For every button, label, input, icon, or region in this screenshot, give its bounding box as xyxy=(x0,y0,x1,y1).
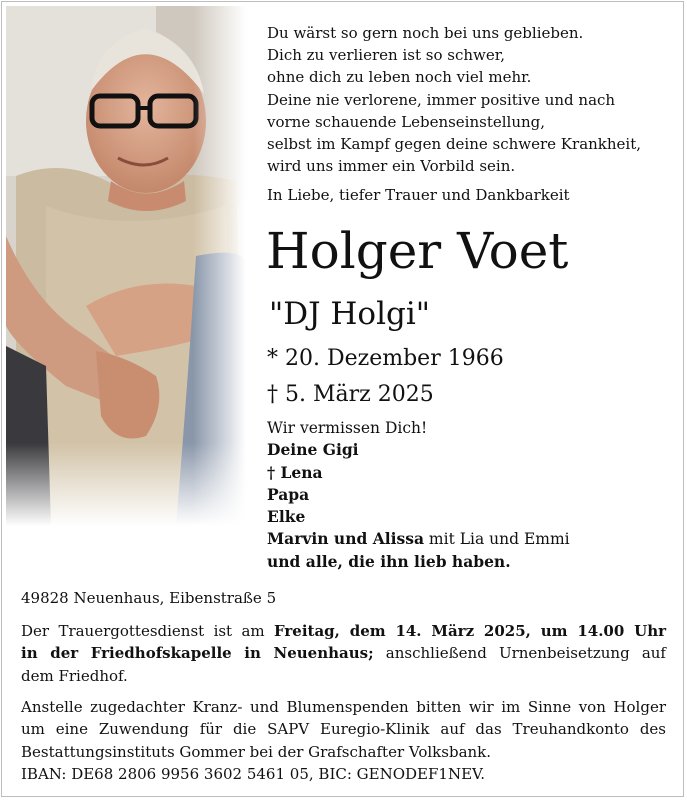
deceased-name: Holger Voet xyxy=(266,222,569,280)
death-date: † 5. März 2025 xyxy=(267,382,434,407)
dedication: In Liebe, tiefer Trauer und Dankbarkeit xyxy=(267,186,570,204)
donation-info xyxy=(21,696,666,786)
service-text: Der Trauergottesdienst ist am xyxy=(21,622,274,640)
donation-line: Anstelle zugedachter Kranz- und Blumenspenden bitten wir im Sinne von Holger xyxy=(21,698,666,716)
poem-line: selbst im Kampf gegen deine schwere Krankheit, xyxy=(267,135,642,154)
mourner-elke: Elke xyxy=(267,507,306,527)
mourners-all: und alle, die ihn lieb haben. xyxy=(267,551,511,571)
nickname: "DJ Holgi" xyxy=(269,296,431,332)
mourners-list xyxy=(267,417,677,573)
mourner-papa: Papa xyxy=(267,484,310,504)
mourner-lena: † Lena xyxy=(267,462,323,482)
service-date: Freitag, dem 14. März 2025, um 14.00 Uhr xyxy=(274,622,667,640)
poem-line: Deine nie verlorene, immer positive und nach xyxy=(267,90,616,109)
service-line-1 xyxy=(21,620,666,642)
poem-line: wird uns immer ein Vorbild sein. xyxy=(267,157,516,176)
donation-line: um eine Zuwendung für die SAPV Euregio-Klinik auf das Treuhandkonto des xyxy=(21,720,666,739)
service-place: in der Friedhofskapelle in Neuenhaus; xyxy=(21,644,374,663)
donation-line: Bestattungsinstituts Gommer bei der Grafschafter Volksbank. xyxy=(21,742,492,761)
poem-line: ohne dich zu leben noch viel mehr. xyxy=(267,68,532,87)
birth-date: * 20. Dezember 1966 xyxy=(267,346,504,371)
poem-line: Dich zu verlieren ist so schwer, xyxy=(267,46,506,65)
mourners-intro: Wir vermissen Dich! xyxy=(267,419,428,437)
portrait-photo xyxy=(6,6,246,526)
mourner-marvin-rest: mit Lia und Emmi xyxy=(424,530,570,549)
service-info xyxy=(21,620,666,687)
poem-line: vorne schauende Lebenseinstellung, xyxy=(267,112,546,131)
service-text: anschließend Urnenbeisetzung auf xyxy=(373,644,666,663)
poem xyxy=(267,22,677,177)
service-line-3: dem Friedhof. xyxy=(21,666,128,685)
bank-details: IBAN: DE68 2806 9956 3602 5461 05, BIC: GENODEF1NEV. xyxy=(21,765,485,784)
mourner-marvin-line xyxy=(267,528,677,550)
mourner-gigi: Deine Gigi xyxy=(267,440,359,460)
service-line-2 xyxy=(21,642,666,664)
mourner-marvin: Marvin und Alissa xyxy=(267,529,424,549)
poem-line: Du wärst so gern noch bei uns geblieben. xyxy=(267,24,584,42)
address: 49828 Neuenhaus, Eibenstraße 5 xyxy=(21,589,277,607)
